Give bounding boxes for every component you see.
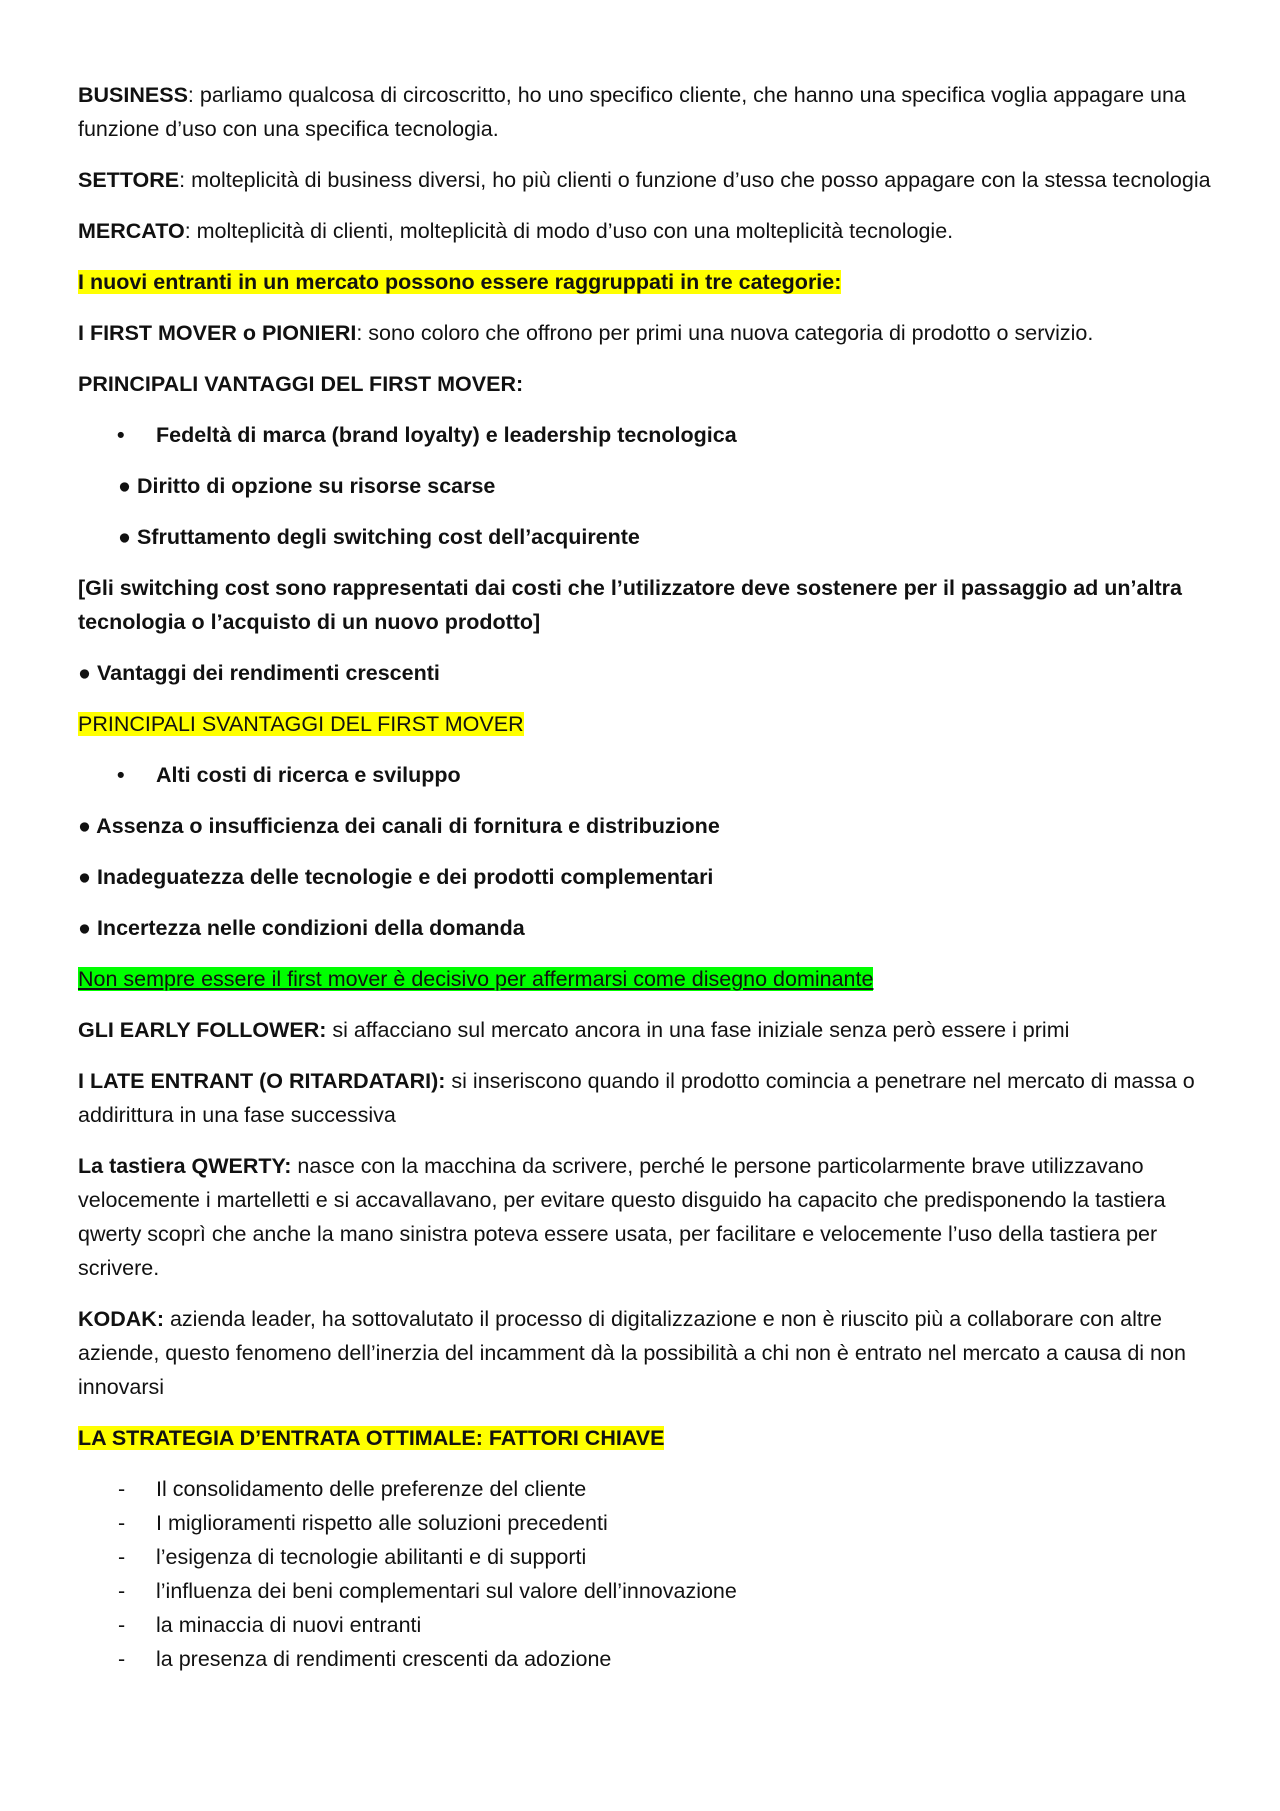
bullet-icon: • (117, 423, 125, 447)
strategia-heading (78, 1421, 1218, 1455)
business-term: BUSINESS (78, 83, 188, 107)
early-follower-text: si affacciano sul mercato ancora in una fase iniziale senza però essere i primi (326, 1018, 1070, 1042)
non-sempre-note (78, 962, 1218, 996)
business-text: : parliamo qualcosa di circoscritto, ho uno specifico cliente, che hanno una specifica voglia appagare una funzione d’uso con una specifica tecnologia. (78, 83, 1186, 141)
dash-icon: - (118, 1511, 126, 1535)
mercato-text: : molteplicità di clienti, molteplicità di modo d’uso con una molteplicità tecnologie. (184, 219, 954, 243)
list-item (78, 1472, 1218, 1506)
vantaggi-item: ● Sfruttamento degli switching cost dell’acquirente (118, 525, 640, 549)
settore-term: SETTORE (78, 168, 180, 192)
late-entrant-text: si inseriscono quando il prodotto comincia a penetrare nel mercato di massa o addirittura in una fase successiva (78, 1069, 1195, 1127)
list-item-text: Il consolidamento delle preferenze del cliente (156, 1477, 587, 1501)
list-item (78, 1574, 1218, 1608)
qwerty-term: La tastiera QWERTY: (78, 1154, 292, 1178)
svantaggi-heading (78, 707, 1218, 741)
list-item (78, 1642, 1218, 1676)
mercato-definition (78, 214, 1218, 248)
vantaggi-item: ● Diritto di opzione su risorse scarse (118, 474, 496, 498)
nuovi-entranti-text: I nuovi entranti in un mercato possono essere raggruppati in tre categorie: (78, 270, 842, 294)
list-item-text: la presenza di rendimenti crescenti da adozione (156, 1647, 612, 1671)
dash-icon: - (118, 1613, 126, 1637)
strategia-heading-text: LA STRATEGIA D’ENTRATA OTTIMALE: FATTORI CHIAVE (78, 1426, 665, 1450)
late-entrant-term: I LATE ENTRANT (O RITARDATARI): (78, 1069, 446, 1093)
dash-icon: - (118, 1545, 126, 1569)
non-sempre-text: Non sempre essere il first mover è decisivo per affermarsi come disegno dominante (78, 967, 874, 991)
list-item-text: l’influenza dei beni complementari sul valore dell’innovazione (156, 1579, 737, 1603)
svantaggi-heading-text: PRINCIPALI SVANTAGGI DEL FIRST MOVER (78, 712, 524, 736)
dash-icon: - (118, 1579, 126, 1603)
early-follower-term: GLI EARLY FOLLOWER: (78, 1018, 327, 1042)
bullet-icon: • (117, 763, 125, 787)
svantaggi-item: ● Assenza o insufficienza dei canali di fornitura e distribuzione (78, 814, 720, 838)
late-entrant-definition (78, 1064, 1218, 1132)
kodak-term: KODAK: (78, 1307, 164, 1331)
list-item-text: I miglioramenti rispetto alle soluzioni precedenti (156, 1511, 608, 1535)
list-item-text: l’esigenza di tecnologie abilitanti e di supporti (156, 1545, 587, 1569)
rendimenti-item: ● Vantaggi dei rendimenti crescenti (78, 661, 440, 685)
vantaggi-item (78, 418, 1218, 452)
list-item (78, 1506, 1218, 1540)
first-mover-term: I FIRST MOVER o PIONIERI (78, 321, 357, 345)
mercato-term: MERCATO (78, 219, 185, 243)
dash-icon: - (118, 1647, 126, 1671)
early-follower-definition (78, 1013, 1218, 1047)
kodak-paragraph (78, 1302, 1218, 1404)
svantaggi-item: ● Inadeguatezza delle tecnologie e dei prodotti complementari (78, 865, 714, 889)
document-page (78, 78, 1218, 1676)
fattori-list (78, 1472, 1218, 1676)
svantaggi-item-text: Alti costi di ricerca e sviluppo (156, 763, 461, 787)
first-mover-definition (78, 316, 1218, 350)
list-item-text: la minaccia di nuovi entranti (156, 1613, 422, 1637)
first-mover-text: : sono coloro che offrono per primi una nuova categoria di prodotto o servizio. (356, 321, 1094, 345)
nuovi-entranti-heading (78, 265, 1218, 299)
settore-text: : molteplicità di business diversi, ho più clienti o funzione d’uso che posso appagare con la stessa tecnologia (179, 168, 1211, 192)
qwerty-text: nasce con la macchina da scrivere, perché le persone particolarmente brave utilizzavano velocemente i martelletti e si accavallavano, per evitare questo disguido ha capacito che predisponendo la tastiera qwerty scoprì che anche la mano sinistra poteva essere usata, per facilitare e velocemente l’uso della tastiera per scrivere. (78, 1154, 1166, 1280)
business-definition (78, 78, 1218, 146)
qwerty-paragraph (78, 1149, 1218, 1285)
switching-cost-note: [Gli switching cost sono rappresentati dai costi che l’utilizzatore deve sostenere per il passaggio ad un’altra tecnologia o l’acquisto di un nuovo prodotto] (78, 576, 1182, 634)
list-item (78, 1608, 1218, 1642)
vantaggi-item-text: Fedeltà di marca (brand loyalty) e leadership tecnologica (156, 423, 737, 447)
svantaggi-item: ● Incertezza nelle condizioni della domanda (78, 916, 525, 940)
dash-icon: - (118, 1477, 126, 1501)
settore-definition (78, 163, 1218, 197)
list-item (78, 1540, 1218, 1574)
svantaggi-item (78, 758, 1218, 792)
kodak-text: azienda leader, ha sottovalutato il processo di digitalizzazione e non è riuscito più a collaborare con altre aziende, questo fenomeno dell’inerzia del incamment dà la possibilità a chi non è entrato nel mercato a causa di non innovarsi (78, 1307, 1186, 1399)
vantaggi-heading: PRINCIPALI VANTAGGI DEL FIRST MOVER: (78, 372, 524, 396)
